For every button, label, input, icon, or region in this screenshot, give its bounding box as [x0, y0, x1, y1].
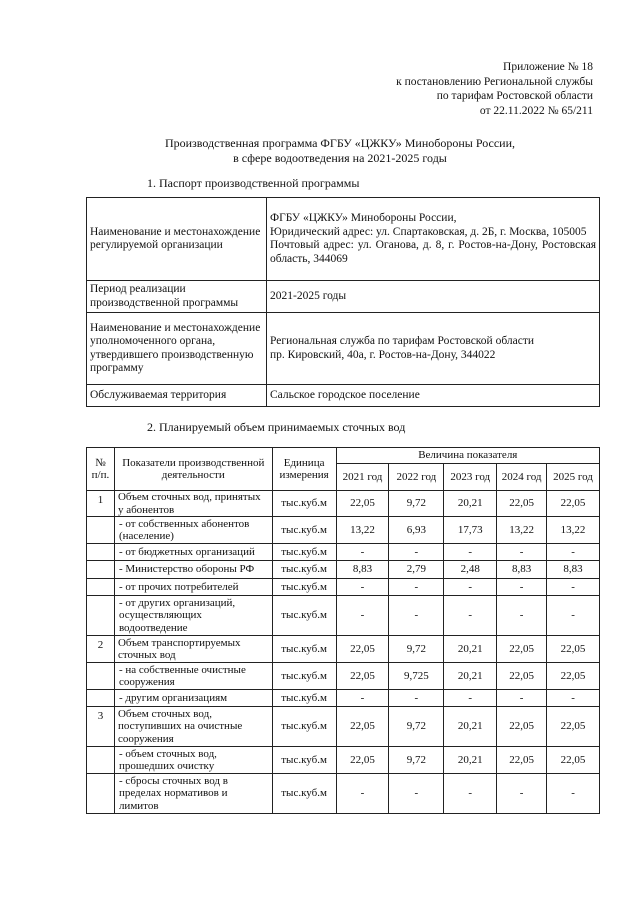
- value-cell: 22,05: [336, 636, 389, 663]
- table-row: [87, 596, 600, 636]
- value-cell: -: [336, 579, 389, 596]
- cell-line: Почтовый адрес: ул. Оганова, д. 8, г. Ростов-на-Дону, Ростовская область, 344069: [270, 239, 596, 265]
- row-number-cell: [87, 561, 115, 579]
- indicator-cell: - от бюджетных организаций: [114, 544, 272, 561]
- title-line: в сфере водоотведения на 2021-2025 годы: [233, 151, 447, 165]
- value-cell: 9,72: [389, 707, 444, 747]
- value-cell: 22,05: [547, 747, 600, 774]
- value-cell: -: [497, 544, 547, 561]
- table-row: [87, 313, 600, 385]
- row-number-cell: [87, 517, 115, 544]
- year-header: 2021 год: [336, 464, 389, 491]
- value-cell: 22,05: [497, 636, 547, 663]
- table-row: [87, 544, 600, 561]
- column-header: № п/п.: [87, 448, 115, 491]
- appendix-header: [396, 60, 593, 118]
- value-cell: -: [444, 774, 497, 814]
- value-cell: -: [547, 596, 600, 636]
- cell-line: пр. Кировский, 40а, г. Ростов-на-Дону, 344022: [270, 348, 496, 361]
- table-row: [87, 517, 600, 544]
- year-header: 2023 год: [444, 464, 497, 491]
- unit-cell: тыс.куб.м: [272, 561, 336, 579]
- table-row: [87, 690, 600, 707]
- row-number-cell: [87, 579, 115, 596]
- value-cell: -: [336, 774, 389, 814]
- table-row: [87, 198, 600, 281]
- appendix-line: Приложение № 18: [503, 61, 593, 73]
- value-cell: -: [389, 596, 444, 636]
- value-cell: 22,05: [547, 491, 600, 517]
- row-number-cell: [87, 690, 115, 707]
- value-cell: 20,21: [444, 663, 497, 690]
- row-number-cell: [87, 544, 115, 561]
- indicator-cell: - от собственных абонентов (население): [114, 517, 272, 544]
- indicator-cell: - на собственные очистные сооружения: [114, 663, 272, 690]
- value-cell: -: [444, 579, 497, 596]
- value-cell: -: [497, 579, 547, 596]
- unit-cell: тыс.куб.м: [272, 747, 336, 774]
- value-cell: 22,05: [547, 707, 600, 747]
- title-line: Производственная программа ФГБУ «ЦЖКУ» Минобороны России,: [164, 136, 516, 150]
- volume-table-body: [87, 491, 600, 814]
- table-cell: Наименование и местонахождение регулируемой организации: [87, 198, 267, 281]
- table-row: [87, 663, 600, 690]
- appendix-line: по тарифам Ростовской области: [436, 90, 593, 102]
- value-cell: -: [444, 596, 497, 636]
- value-cell: 9,725: [389, 663, 444, 690]
- table-cell: Период реализации производственной программы: [87, 281, 267, 313]
- table-row: [87, 491, 600, 517]
- cell-line: Региональная служба по тарифам Ростовской области: [270, 335, 535, 347]
- appendix-line: к постановлению Региональной службы: [396, 75, 593, 88]
- value-cell: 13,22: [497, 517, 547, 544]
- value-cell: 8,83: [497, 561, 547, 579]
- value-cell: 20,21: [444, 636, 497, 663]
- value-cell: -: [389, 774, 444, 814]
- column-header: Величина показателя: [336, 448, 599, 464]
- document-title: [80, 136, 600, 166]
- value-cell: -: [336, 596, 389, 636]
- table-row: [87, 385, 600, 407]
- volume-table: [86, 447, 600, 814]
- value-cell: 9,72: [389, 747, 444, 774]
- row-number-cell: [87, 774, 115, 814]
- value-cell: -: [444, 690, 497, 707]
- table-cell: Обслуживаемая территория: [87, 385, 267, 407]
- indicator-cell: - сбросы сточных вод в пределах нормативов и лимитов: [114, 774, 272, 814]
- table-row: [87, 747, 600, 774]
- value-cell: 22,05: [497, 747, 547, 774]
- value-cell: -: [336, 690, 389, 707]
- unit-cell: тыс.куб.м: [272, 774, 336, 814]
- passport-table: [86, 197, 600, 407]
- indicator-cell: Объем сточных вод, поступивших на очистные сооружения: [114, 707, 272, 747]
- value-cell: 22,05: [497, 491, 547, 517]
- row-number-cell: [87, 663, 115, 690]
- table-row: [87, 579, 600, 596]
- unit-cell: тыс.куб.м: [272, 636, 336, 663]
- value-cell: -: [497, 690, 547, 707]
- table-row: [87, 636, 600, 663]
- value-cell: 17,73: [444, 517, 497, 544]
- indicator-cell: Объем транспортируемых сточных вод: [114, 636, 272, 663]
- value-cell: 22,05: [336, 707, 389, 747]
- table-cell: [267, 313, 600, 385]
- indicator-cell: - Министерство обороны РФ: [114, 561, 272, 579]
- row-number-cell: 3: [87, 707, 115, 747]
- indicator-cell: - от прочих потребителей: [114, 579, 272, 596]
- value-cell: 22,05: [547, 663, 600, 690]
- table-header-row: [87, 448, 600, 464]
- value-cell: 22,05: [497, 663, 547, 690]
- row-number-cell: [87, 747, 115, 774]
- value-cell: 2,79: [389, 561, 444, 579]
- value-cell: -: [389, 544, 444, 561]
- unit-cell: тыс.куб.м: [272, 517, 336, 544]
- table-row: [87, 281, 600, 313]
- section-heading: 2. Планируемый объем принимаемых сточных вод: [147, 420, 406, 434]
- table-row: [87, 707, 600, 747]
- unit-cell: тыс.куб.м: [272, 707, 336, 747]
- unit-cell: тыс.куб.м: [272, 491, 336, 517]
- value-cell: 9,72: [389, 491, 444, 517]
- value-cell: -: [547, 544, 600, 561]
- cell-line: ФГБУ «ЦЖКУ» Минобороны России,: [270, 212, 457, 224]
- unit-cell: тыс.куб.м: [272, 690, 336, 707]
- unit-cell: тыс.куб.м: [272, 544, 336, 561]
- value-cell: 9,72: [389, 636, 444, 663]
- table-cell: [267, 198, 600, 281]
- row-number-cell: 1: [87, 491, 115, 517]
- value-cell: 20,21: [444, 747, 497, 774]
- value-cell: -: [497, 774, 547, 814]
- value-cell: -: [444, 544, 497, 561]
- indicator-cell: - от других организаций, осуществляющих водоотведение: [114, 596, 272, 636]
- value-cell: 20,21: [444, 491, 497, 517]
- value-cell: 22,05: [336, 663, 389, 690]
- indicator-cell: Объем сточных вод, принятых у абонентов: [114, 491, 272, 517]
- value-cell: 6,93: [389, 517, 444, 544]
- value-cell: 22,05: [547, 636, 600, 663]
- table-cell: Сальское городское поселение: [267, 385, 600, 407]
- table-cell: Наименование и местонахождение уполномоченного органа, утвердившего производственную программу: [87, 313, 267, 385]
- column-header: Единица измерения: [272, 448, 336, 491]
- value-cell: 22,05: [336, 491, 389, 517]
- value-cell: -: [389, 690, 444, 707]
- value-cell: 13,22: [547, 517, 600, 544]
- table-row: [87, 774, 600, 814]
- year-header: 2025 год: [547, 464, 600, 491]
- value-cell: 2,48: [444, 561, 497, 579]
- value-cell: -: [547, 579, 600, 596]
- value-cell: -: [497, 596, 547, 636]
- row-number-cell: 2: [87, 636, 115, 663]
- row-number-cell: [87, 596, 115, 636]
- year-header: 2022 год: [389, 464, 444, 491]
- indicator-cell: - другим организациям: [114, 690, 272, 707]
- value-cell: 8,83: [547, 561, 600, 579]
- table-row: [87, 561, 600, 579]
- value-cell: 8,83: [336, 561, 389, 579]
- appendix-line: от 22.11.2022 № 65/211: [479, 104, 593, 117]
- cell-line: Юридический адрес: ул. Спартаковская, д. 2Б, г. Москва, 105005: [270, 225, 587, 238]
- unit-cell: тыс.куб.м: [272, 663, 336, 690]
- value-cell: -: [547, 690, 600, 707]
- value-cell: -: [336, 544, 389, 561]
- unit-cell: тыс.куб.м: [272, 579, 336, 596]
- value-cell: 13,22: [336, 517, 389, 544]
- table-cell: 2021-2025 годы: [267, 281, 600, 313]
- value-cell: 20,21: [444, 707, 497, 747]
- value-cell: -: [389, 579, 444, 596]
- value-cell: -: [547, 774, 600, 814]
- year-header: 2024 год: [497, 464, 547, 491]
- value-cell: 22,05: [336, 747, 389, 774]
- indicator-cell: - объем сточных вод, прошедших очистку: [114, 747, 272, 774]
- value-cell: 22,05: [497, 707, 547, 747]
- unit-cell: тыс.куб.м: [272, 596, 336, 636]
- section-heading: 1. Паспорт производственной программы: [147, 176, 360, 190]
- column-header: Показатели производственной деятельности: [114, 448, 272, 491]
